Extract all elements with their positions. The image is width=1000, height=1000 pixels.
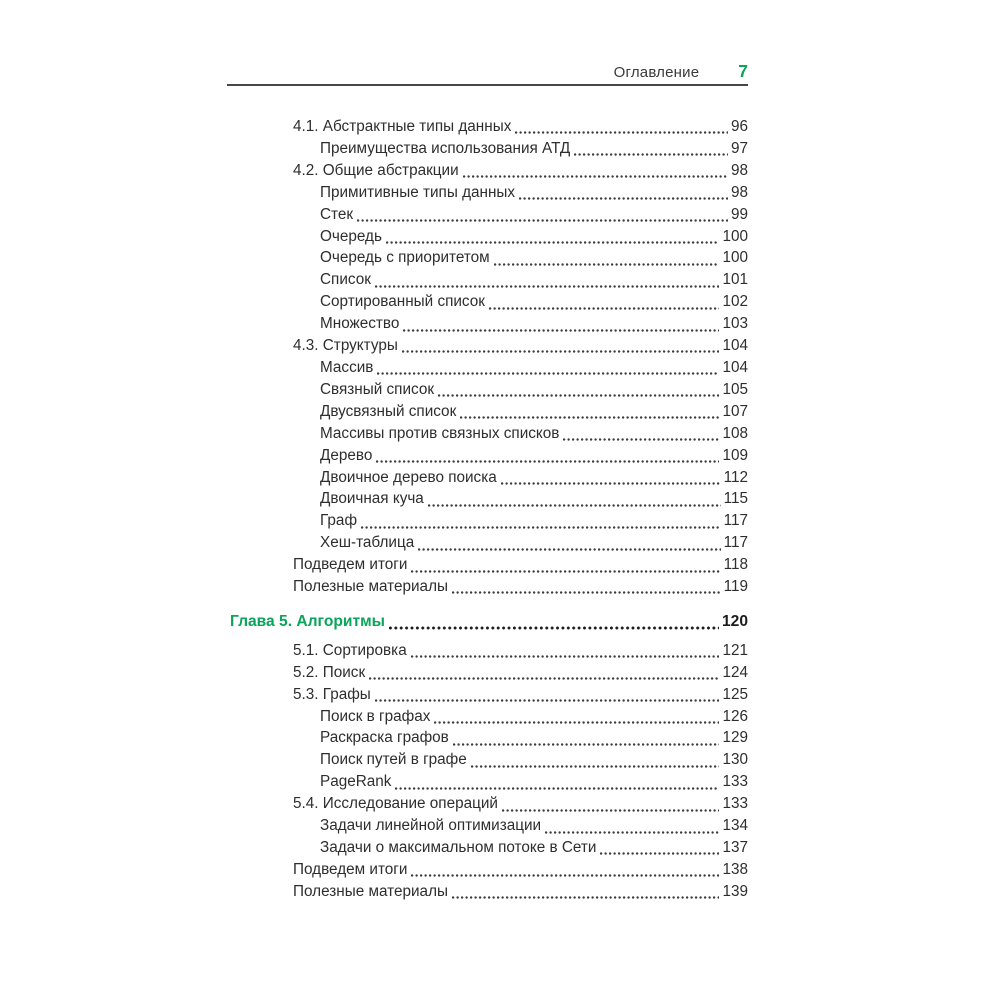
toc-entry: [227, 138, 748, 160]
toc-entry: [227, 269, 748, 291]
toc-entry-page: 96: [730, 118, 748, 135]
toc-entry-label: Массив: [320, 358, 374, 376]
toc-entry-page: 104: [722, 358, 748, 376]
toc-entry-label: Задачи о максимальном потоке в Сети: [320, 839, 597, 856]
toc-leader-dots: [376, 460, 719, 463]
toc-leader-dots: [574, 153, 728, 156]
toc-leader-dots: [434, 721, 719, 724]
toc-list: [227, 116, 748, 903]
toc-leader-dots: [502, 809, 720, 812]
toc-entry-label: Граф: [320, 512, 358, 530]
toc-entry-label: Сортированный список: [320, 293, 485, 311]
toc-entry-label: Очередь: [320, 227, 382, 245]
toc-leader-dots: [428, 504, 721, 507]
toc-entry-label: Преимущества использования АТД: [320, 139, 571, 157]
toc-entry-page: 137: [722, 839, 748, 856]
toc-entry-page: 100: [722, 249, 748, 267]
toc-entry-page: 112: [723, 468, 748, 486]
toc-entry-page: 117: [723, 534, 748, 552]
toc-entry-label: Массивы против связных списков: [320, 424, 560, 442]
toc-leader-dots: [375, 699, 720, 702]
toc-leader-dots: [494, 263, 720, 266]
toc-entry: [227, 815, 748, 837]
toc-entry-label: Список: [320, 271, 371, 289]
toc-leader-dots: [375, 285, 720, 288]
toc-entry-label: 4.3. Структуры: [293, 337, 398, 355]
toc-entry-page: 139: [722, 882, 748, 900]
toc-leader-dots: [389, 626, 719, 630]
toc-entry-page: 98: [730, 161, 748, 179]
toc-leader-dots: [600, 852, 719, 855]
toc-entry-page: 125: [722, 685, 748, 703]
toc-entry: [227, 357, 748, 379]
toc-leader-dots: [489, 307, 720, 310]
toc-leader-dots: [452, 591, 721, 594]
toc-leader-dots: [501, 482, 721, 485]
toc-leader-dots: [411, 655, 720, 658]
toc-entry-label: Подведем итоги: [293, 860, 408, 878]
toc-entry-page: 115: [723, 490, 748, 508]
toc-entry: [227, 335, 748, 357]
toc-entry-label: Полезные материалы: [293, 882, 448, 900]
toc-entry: [227, 204, 748, 226]
toc-entry: [227, 182, 748, 204]
toc-leader-dots: [545, 831, 719, 834]
toc-leader-dots: [471, 765, 720, 768]
toc-entry-label: Поиск путей в графе: [320, 751, 467, 769]
toc-entry-page: 97: [730, 139, 748, 157]
toc-leader-dots: [369, 677, 719, 680]
toc-entry-page: 126: [722, 707, 748, 725]
toc-entry-page: 133: [722, 773, 748, 791]
toc-entry-page: 130: [722, 751, 748, 769]
toc-entry-label: Двусвязный список: [320, 402, 457, 420]
toc-entry: [227, 510, 748, 532]
toc-leader-dots: [357, 219, 728, 222]
toc-leader-dots: [411, 874, 719, 877]
toc-entry: [227, 423, 748, 445]
toc-entry: [227, 313, 748, 335]
toc-leader-dots: [460, 416, 719, 419]
toc-leader-dots: [402, 350, 720, 353]
toc-entry-label: 5.1. Сортировка: [293, 641, 407, 659]
toc-entry-page: 121: [722, 641, 748, 659]
toc-entry-page: 99: [730, 205, 748, 223]
toc-leader-dots: [418, 548, 720, 551]
toc-entry-page: 102: [722, 293, 748, 311]
toc-entry: [227, 837, 748, 859]
toc-entry-page: 107: [722, 402, 748, 420]
toc-entry: [227, 291, 748, 313]
toc-entry: [227, 662, 748, 684]
toc-entry: [227, 160, 748, 182]
toc-entry-label: Задачи линейной оптимизации: [320, 817, 542, 835]
toc-leader-dots: [395, 787, 719, 790]
toc-entry-label: Двоичное дерево поиска: [320, 468, 497, 486]
toc-entry-label: 5.2. Поиск: [293, 663, 366, 681]
toc-leader-dots: [463, 175, 728, 178]
toc-entry: [227, 859, 748, 881]
toc-entry: [227, 401, 748, 423]
toc-entry-page: 101: [722, 271, 748, 289]
toc-entry-page: 109: [722, 446, 748, 464]
toc-entry: [227, 576, 748, 598]
toc-entry: [227, 379, 748, 401]
toc-entry: [227, 116, 748, 138]
toc-entry-label: Глава 5. Алгоритмы: [230, 612, 385, 630]
toc-entry-page: 103: [722, 315, 748, 333]
toc-entry-page: 104: [722, 337, 748, 355]
toc-entry-page: 134: [722, 817, 748, 835]
toc-entry: [227, 467, 748, 489]
toc-entry-label: 4.1. Абстрактные типы данных: [293, 118, 512, 135]
running-head-title: Оглавление: [613, 64, 700, 81]
toc-entry-label: PageRank: [320, 773, 392, 791]
header-rule: [227, 84, 748, 86]
toc-entry: [227, 226, 748, 248]
toc-entry-label: Связный список: [320, 380, 435, 398]
toc-entry: [227, 771, 748, 793]
toc-entry-page: 108: [722, 424, 748, 442]
toc-entry: [227, 749, 748, 771]
toc-leader-dots: [386, 241, 720, 244]
toc-entry-label: Стек: [320, 205, 354, 223]
toc-leader-dots: [563, 438, 719, 441]
toc-entry-page: 138: [722, 860, 748, 878]
toc-entry-label: Поиск в графах: [320, 707, 431, 725]
toc-entry-label: Очередь с приоритетом: [320, 249, 490, 267]
toc-entry-label: Подведем итоги: [293, 556, 408, 574]
toc-entry: [227, 611, 748, 633]
toc-entry-page: 119: [723, 578, 748, 596]
toc-entry-page: 117: [723, 512, 748, 530]
toc-entry-label: 5.4. Исследование операций: [293, 795, 498, 813]
toc-entry: [227, 684, 748, 706]
toc-entry-label: Хеш-таблица: [320, 534, 415, 552]
toc-leader-dots: [453, 743, 720, 746]
toc-leader-dots: [411, 570, 720, 573]
toc-entry-page: 129: [722, 729, 748, 747]
toc-entry: [227, 532, 748, 554]
toc-entry-page: 100: [722, 227, 748, 245]
toc-entry: [227, 706, 748, 728]
toc-entry-page: 105: [722, 380, 748, 398]
toc-leader-dots: [438, 394, 719, 397]
toc-leader-dots: [377, 372, 719, 375]
toc-entry-page: 118: [723, 556, 748, 574]
toc-leader-dots: [452, 896, 719, 899]
toc-entry: [227, 640, 748, 662]
toc-entry-label: Полезные материалы: [293, 578, 448, 596]
toc-entry-label: Дерево: [320, 446, 373, 464]
toc-entry: [227, 247, 748, 269]
toc-entry-label: Двоичная куча: [320, 490, 424, 508]
toc-entry-label: 5.3. Графы: [293, 685, 371, 703]
toc-entry: [227, 727, 748, 749]
toc-entry-page: 133: [722, 795, 748, 813]
toc-leader-dots: [361, 526, 721, 529]
toc-entry: [227, 488, 748, 510]
toc-entry: [227, 554, 748, 576]
toc-leader-dots: [515, 131, 728, 134]
toc-entry-label: Примитивные типы данных: [320, 183, 516, 201]
toc-entry: [227, 793, 748, 815]
toc-entry: [227, 445, 748, 467]
running-head: [227, 61, 748, 82]
toc-entry-label: Раскраска графов: [320, 729, 449, 747]
toc-leader-dots: [403, 329, 719, 332]
toc-entry-page: 124: [722, 663, 748, 681]
toc-entry-page: 98: [730, 183, 748, 201]
toc-entry-label: Множество: [320, 315, 400, 333]
toc-entry-page: 120: [721, 612, 748, 630]
toc-entry-label: 4.2. Общие абстракции: [293, 161, 459, 179]
toc-leader-dots: [519, 197, 728, 200]
toc-entry: [227, 881, 748, 903]
running-head-page-number: 7: [738, 61, 748, 81]
